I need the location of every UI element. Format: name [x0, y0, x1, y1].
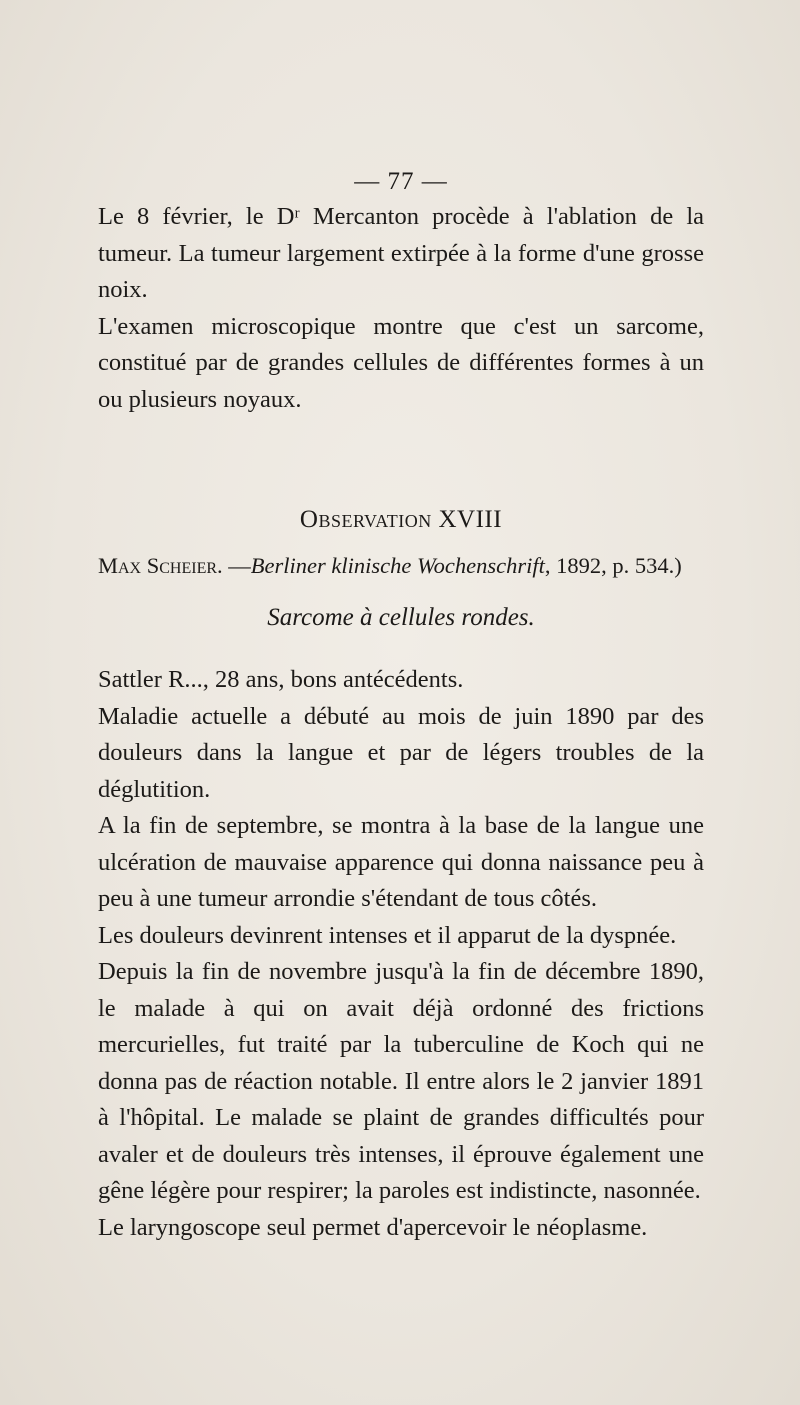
observation-title-text: Observation XVIII [299, 506, 503, 533]
reference-journal: Berliner klinische Wochenschrift [250, 553, 545, 578]
paragraph: Les douleurs devinrent intenses et il apparut de la dyspnée. [98, 921, 677, 949]
reference-details: , 1892, p. 534.) [544, 553, 682, 578]
paragraph: Maladie actuelle a débuté au mois de juin 1890 par des douleurs dans la langue et par de légers troubles de la déglutition. [98, 702, 704, 803]
reference-author: Max Scheier. [98, 553, 223, 578]
paragraph: Le 8 février, le Dʳ Mercanton procède à l'ablation de la tumeur. La tumeur largement extirpée à la forme d'une grosse noix. [98, 203, 704, 303]
paragraph: Depuis la fin de novembre jusqu'à la fin de décembre 1890, le malade à qui on avait déjà ordonné des frictions mercurielles, fut traité par la tuberculine de Koch qui ne donna pas de réaction notable. Il entre alors le 2 janvier 1891 à l'hôpital. Le malade se plaint de grandes difficultés pour avaler et de douleurs très intenses, il éprouve également une gêne légère pour respirer; la paroles est indistincte, nasonnée. [98, 958, 704, 1204]
paragraph: Le laryngoscope seul permet d'apercevoir le néoplasme. [98, 1213, 648, 1241]
paragraph: Sattler R..., 28 ans, bons antécédents. [98, 666, 464, 693]
case-subtitle: Sarcome à cellules rondes. [267, 604, 535, 631]
paragraph: A la fin de septembre, se montra à la base de la langue une ulcération de mauvaise apparence qui donna naissance peu à peu à une tumeur arrondie s'étendant de tous côtés. [98, 812, 704, 912]
paragraph: L'examen microscopique montre que c'est un sarcome, constitué par de grandes cellules de différentes formes à un ou plusieurs noyaux. [98, 312, 704, 413]
bibliographic-reference [98, 553, 718, 579]
case-paragraphs [98, 662, 704, 1246]
reference-dash: — [222, 553, 251, 578]
observation-title [98, 506, 704, 534]
page-number: — 77 — [354, 168, 448, 195]
opening-paragraphs [98, 199, 704, 418]
